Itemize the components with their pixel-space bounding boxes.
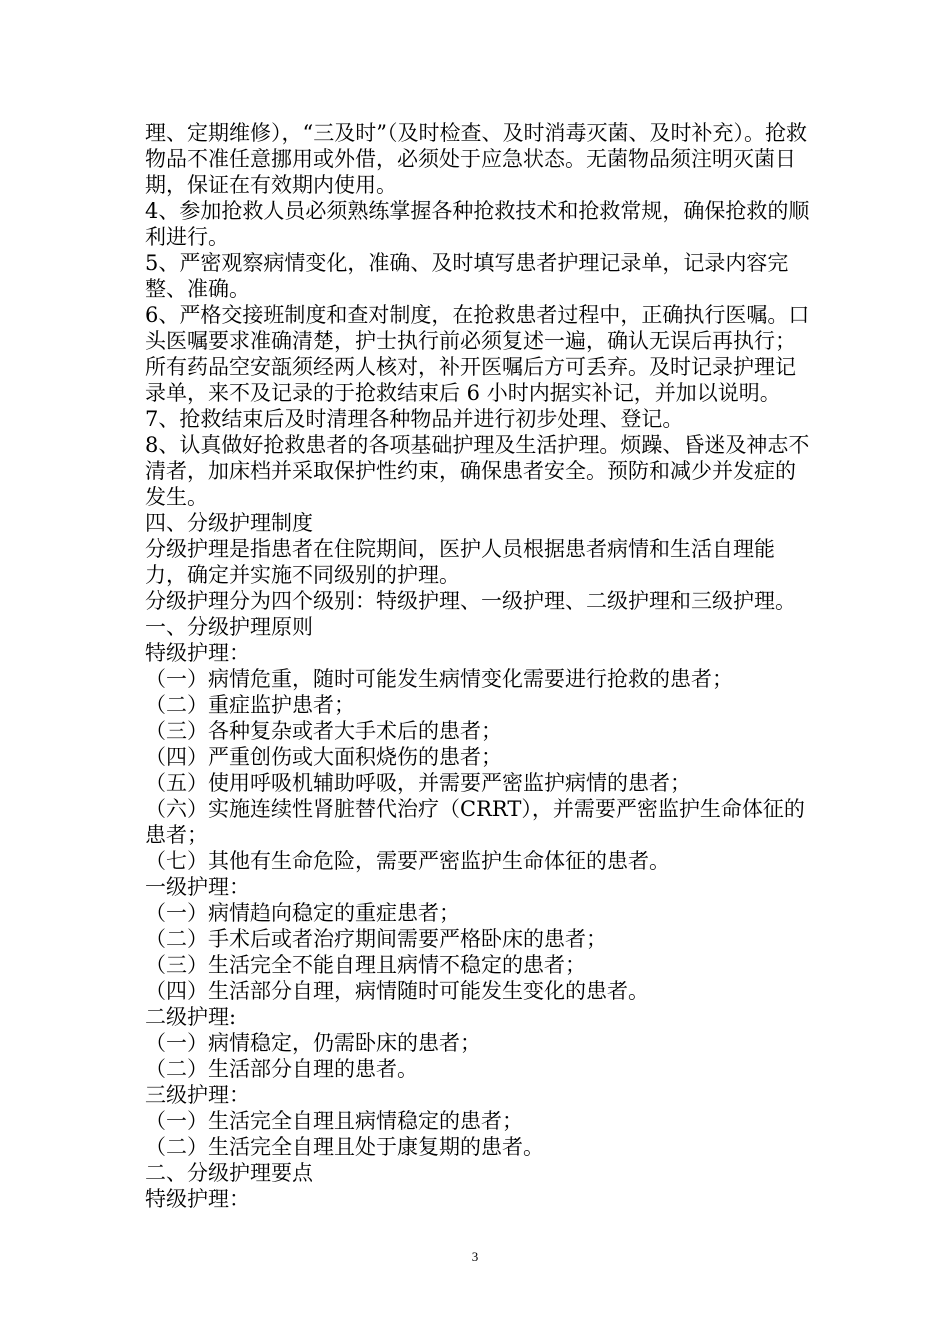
list-heading: 二级护理:	[145, 1005, 237, 1029]
list-item: （二）手术后或者治疗期间需要严格卧床的患者；	[145, 927, 607, 951]
list-item: （七）其他有生命危险，需要严密监护生命体征的患者。	[145, 849, 670, 873]
document-body	[145, 120, 815, 1212]
paragraph: 5、严密观察病情变化，准确、及时填写患者护理记录单，记录内容完整、准确。	[145, 251, 789, 301]
list-item: （三）生活完全不能自理且病情不稳定的患者；	[145, 953, 586, 977]
list-item: （六）实施连续性肾脏替代治疗（CRRT），并需要严密监护生命体征的患者；	[145, 797, 805, 847]
list-item: （一）病情稳定，仍需卧床的患者；	[145, 1031, 481, 1055]
section-heading: 四、分级护理制度	[145, 511, 313, 535]
list-item: （一）病情危重，随时可能发生病情变化需要进行抢救的患者；	[145, 667, 733, 691]
subsection-heading: 二、分级护理要点	[145, 1161, 313, 1185]
paragraph: 8、认真做好抢救患者的各项基础护理及生活护理。烦躁、昏迷及神志不清者，加床档并采取保护性约束，确保患者安全。预防和减少并发症的发生。	[145, 433, 810, 509]
paragraph: 理、定期维修），“三及时”（及时检查、及时消毒灭菌、及时补充）。抢救物品不准任意挪用或外借，必须处于应急状态。无菌物品须注明灭菌日期，保证在有效期内使用。	[145, 121, 807, 197]
paragraph: 7、抢救结束后及时清理各种物品并进行初步处理、登记。	[145, 407, 684, 431]
paragraph: 分级护理分为四个级别：特级护理、一级护理、二级护理和三级护理。	[145, 589, 796, 613]
list-heading: 一级护理：	[145, 875, 250, 899]
list-item: （五）使用呼吸机辅助呼吸，并需要严密监护病情的患者；	[145, 771, 691, 795]
subsection-heading: 一、分级护理原则	[145, 615, 313, 639]
paragraph: 6、严格交接班制度和查对制度，在抢救患者过程中，正确执行医嘱。口头医嘱要求准确清楚，护士执行前必须复述一遍，确认无误后再执行；所有药品空安瓿须经两人核对，补开医嘱后方可丢弃。及时记录护理记录单，来不及记录的于抢救结束后 6 小时内据实补记，并加以说明。	[145, 303, 810, 405]
list-heading: 特级护理：	[145, 1187, 250, 1211]
list-item: （二）生活完全自理且处于康复期的患者。	[145, 1135, 544, 1159]
paragraph: 分级护理是指患者在住院期间，医护人员根据患者病情和生活自理能力，确定并实施不同级别的护理。	[145, 537, 775, 587]
list-item: （二）生活部分自理的患者。	[145, 1057, 418, 1081]
list-item: （四）严重创伤或大面积烧伤的患者；	[145, 745, 502, 769]
list-item: （四）生活部分自理，病情随时可能发生变化的患者。	[145, 979, 649, 1003]
paragraph: 4、参加抢救人员必须熟练掌握各种抢救技术和抢救常规，确保抢救的顺利进行。	[145, 199, 810, 249]
list-item: （三）各种复杂或者大手术后的患者；	[145, 719, 502, 743]
page-number: 3	[471, 1249, 479, 1264]
list-heading: 特级护理：	[145, 641, 250, 665]
list-heading: 三级护理：	[145, 1083, 250, 1107]
list-item: （二）重症监护患者；	[145, 693, 355, 717]
list-item: （一）生活完全自理且病情稳定的患者；	[145, 1109, 523, 1133]
list-item: （一）病情趋向稳定的重症患者；	[145, 901, 460, 925]
